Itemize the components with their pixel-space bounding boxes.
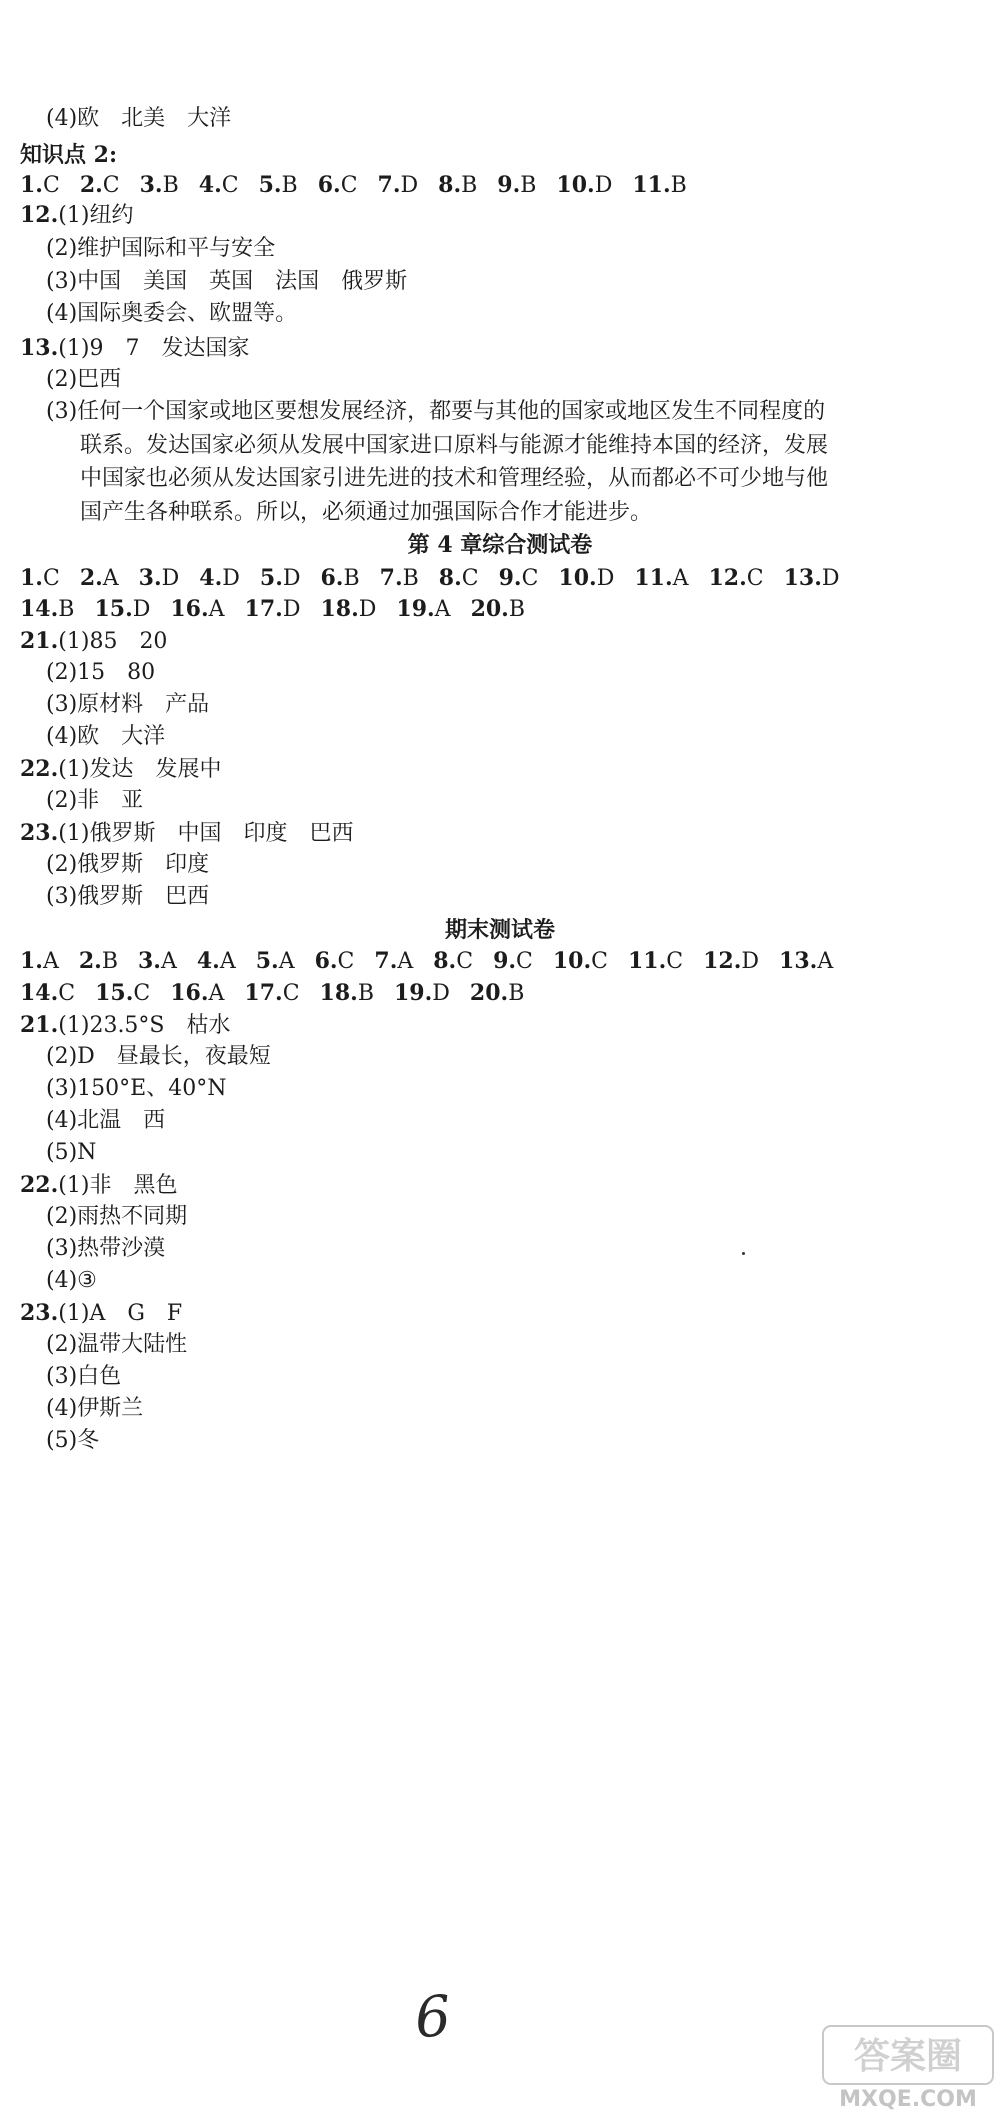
answer-part: (2)温带大陆性 xyxy=(46,1332,188,1357)
mc-letter: C xyxy=(58,981,76,1006)
mc-number: 8. xyxy=(438,565,462,591)
mc-number: 9. xyxy=(493,948,517,974)
mc-letter: B xyxy=(343,566,360,591)
answer-part: (2)维护国际和平与安全 xyxy=(46,236,276,261)
question-number: 21. xyxy=(20,1012,59,1038)
mc-number: 16. xyxy=(170,596,209,622)
mc-answer xyxy=(318,170,358,201)
mc-letter: D xyxy=(161,566,180,591)
mc-letter: D xyxy=(358,597,377,622)
mc-letter: C xyxy=(461,566,479,591)
mc-letter: A xyxy=(817,949,834,974)
mc-answer xyxy=(170,978,224,1009)
mc-number: 2. xyxy=(78,948,102,974)
mc-letter: C xyxy=(456,949,474,974)
mc-number: 12. xyxy=(708,565,747,591)
answer-part: (3)热带沙漠 xyxy=(46,1236,166,1261)
mc-letter: C xyxy=(337,949,355,974)
answer-part: (3)中国 美国 英国 法国 俄罗斯 xyxy=(46,269,408,294)
mc-letter: B xyxy=(670,173,687,198)
question-12 xyxy=(20,200,133,231)
mc-letter: B xyxy=(281,173,298,198)
mc-answer xyxy=(199,563,240,594)
mc-answers-row-1 xyxy=(20,170,707,201)
answer-part: (3)俄罗斯 巴西 xyxy=(46,884,210,909)
mc-letter: A xyxy=(672,566,689,591)
answer-part: (1)A G F xyxy=(58,1301,183,1326)
mc-number: 13. xyxy=(783,565,822,591)
mc-letter: A xyxy=(434,597,451,622)
mc-letter: A xyxy=(160,949,177,974)
mc-answer xyxy=(259,170,298,201)
mc-number: 19. xyxy=(394,980,433,1006)
mc-number: 8. xyxy=(438,172,462,198)
answer-part: (3)任何一个国家或地区要想发展经济，都要与其他的国家或地区发生不同程度的 xyxy=(46,399,826,424)
mc-letter: C xyxy=(666,949,684,974)
mc-letter: C xyxy=(340,173,358,198)
mc-number: 1. xyxy=(20,565,43,591)
answer-part: (2)雨热不同期 xyxy=(46,1204,188,1229)
mc-answer xyxy=(20,978,75,1009)
mc-letter: B xyxy=(58,597,75,622)
mc-number: 14. xyxy=(20,596,59,622)
mc-answer xyxy=(79,946,118,977)
mc-answer xyxy=(20,594,74,625)
mc-number: 10. xyxy=(552,948,592,974)
mc-answer xyxy=(396,594,450,625)
mc-letter: C xyxy=(42,173,60,198)
answer-part: (1)85 20 xyxy=(58,629,168,654)
mc-answers-row-2b xyxy=(20,594,545,625)
mc-letter: A xyxy=(397,949,414,974)
answer-part: (2)巴西 xyxy=(46,367,122,392)
mc-number: 20. xyxy=(469,980,509,1006)
mc-number: 17. xyxy=(244,596,283,622)
answer-part: (5)N xyxy=(46,1140,97,1165)
mc-answer xyxy=(170,594,224,625)
mc-letter: A xyxy=(208,981,225,1006)
question-number: 13. xyxy=(20,335,59,361)
question-number: 22. xyxy=(20,1172,59,1198)
mc-answer xyxy=(553,946,608,977)
mc-letter: D xyxy=(594,173,613,198)
mc-number: 5. xyxy=(255,948,279,974)
mc-number: 6. xyxy=(320,565,344,591)
mc-letter: C xyxy=(221,173,239,198)
question-number: 21. xyxy=(20,628,59,654)
mc-letter: C xyxy=(42,566,60,591)
answer-part: (4)伊斯兰 xyxy=(46,1396,144,1421)
question-number: 12. xyxy=(20,202,59,228)
answer-part: (3)150°E、40°N xyxy=(46,1076,227,1101)
mc-answers-row-3b xyxy=(20,978,544,1009)
mc-answers-row-2a xyxy=(20,563,860,594)
mc-number: 10. xyxy=(558,565,597,591)
mc-answer xyxy=(703,946,759,977)
mc-letter: B xyxy=(520,173,537,198)
mc-answer xyxy=(244,978,299,1009)
mc-letter: B xyxy=(357,981,374,1006)
watermark-logo xyxy=(815,2020,1000,2113)
answer-part: (2)D 昼最长，夜最短 xyxy=(46,1044,271,1069)
mc-letter: C xyxy=(282,981,300,1006)
mc-number: 16. xyxy=(170,980,209,1006)
mc-number: 14. xyxy=(20,980,59,1006)
mc-number: 6. xyxy=(317,172,341,198)
mc-letter: B xyxy=(101,949,118,974)
mc-answer xyxy=(140,170,179,201)
mc-answer xyxy=(438,170,477,201)
mc-answer xyxy=(321,563,360,594)
mc-answer xyxy=(470,978,524,1009)
mc-number: 12. xyxy=(703,948,742,974)
mc-number: 7. xyxy=(379,565,403,591)
handwritten-page-number: 6 xyxy=(412,1983,453,2052)
mc-number: 1. xyxy=(20,948,43,974)
mc-number: 13. xyxy=(779,948,818,974)
mc-number: 5. xyxy=(258,172,282,198)
mc-number: 8. xyxy=(433,948,457,974)
mc-letter: D xyxy=(132,597,151,622)
mc-letter: C xyxy=(591,949,608,974)
final-question-22 xyxy=(20,1170,177,1201)
question-22 xyxy=(20,754,221,785)
mc-answers-row-3a xyxy=(20,946,853,977)
mc-letter: B xyxy=(461,173,478,198)
mc-number: 11. xyxy=(634,565,673,591)
mc-number: 11. xyxy=(628,948,667,974)
mc-number: 18. xyxy=(320,596,359,622)
mc-number: 9. xyxy=(497,172,521,198)
mc-answer xyxy=(320,978,374,1009)
mc-answer xyxy=(632,170,686,201)
answer-part: (1)纽约 xyxy=(58,203,134,228)
mc-answer xyxy=(628,946,683,977)
mc-number: 9. xyxy=(498,565,522,591)
answer-part: 国产生各种联系。所以，必须通过加强国际合作才能进步。 xyxy=(80,500,653,525)
mc-number: 3. xyxy=(139,172,163,198)
mc-answer xyxy=(139,563,180,594)
mc-number: 7. xyxy=(377,172,401,198)
answer-part: (3)白色 xyxy=(46,1364,122,1389)
final-question-23 xyxy=(20,1298,182,1329)
mc-answer xyxy=(558,563,614,594)
answer-part: 中国家也必须从发达国家引进先进的技术和管理经验，从而都必不可少地与他 xyxy=(80,466,829,491)
mc-answer xyxy=(374,946,413,977)
mc-letter: C xyxy=(133,981,151,1006)
mc-answer xyxy=(471,594,525,625)
final-question-21 xyxy=(20,1010,231,1041)
answer-part: (1)23.5°S 枯水 xyxy=(58,1013,231,1038)
mc-answer xyxy=(95,978,150,1009)
mc-answer xyxy=(779,946,833,977)
mc-number: 4. xyxy=(196,948,220,974)
mc-number: 2. xyxy=(79,172,103,198)
mc-letter: A xyxy=(42,949,59,974)
final-exam-heading: 期末测试卷 xyxy=(444,917,555,943)
mc-answer xyxy=(380,563,419,594)
mc-number: 3. xyxy=(138,565,162,591)
answer-part: (4)国际奥委会、欧盟等。 xyxy=(46,301,298,326)
mc-answer xyxy=(497,170,536,201)
mc-number: 11. xyxy=(632,172,671,198)
mc-number: 6. xyxy=(314,948,338,974)
mc-number: 3. xyxy=(138,948,161,974)
mc-number: 18. xyxy=(319,980,358,1006)
mc-answer xyxy=(439,563,479,594)
mc-answer xyxy=(80,170,120,201)
mc-letter: A xyxy=(102,566,119,591)
stray-dot xyxy=(742,1252,745,1255)
mc-answer xyxy=(394,978,450,1009)
mc-letter: C xyxy=(746,566,764,591)
answer-part: (5)冬 xyxy=(46,1428,100,1453)
mc-letter: C xyxy=(516,949,533,974)
mc-answer xyxy=(256,946,295,977)
question-number: 23. xyxy=(20,820,59,846)
answer-part: (2)非 亚 xyxy=(46,788,144,813)
mc-number: 7. xyxy=(374,948,398,974)
answer-part: (4)欧 大洋 xyxy=(46,724,166,749)
mc-letter: D xyxy=(282,566,301,591)
answer-part: (2)15 80 xyxy=(46,660,156,685)
mc-letter: D xyxy=(432,981,450,1006)
mc-answer xyxy=(320,594,376,625)
answer-part: (4)北温 西 xyxy=(46,1108,166,1133)
question-number: 23. xyxy=(20,1300,59,1326)
mc-letter: A xyxy=(219,949,236,974)
mc-answer xyxy=(499,563,539,594)
question-21 xyxy=(20,626,167,657)
mc-number: 20. xyxy=(470,596,509,622)
watermark-site: MXQE.COM xyxy=(839,2087,977,2112)
mc-number: 2. xyxy=(79,565,103,591)
mc-letter: C xyxy=(521,566,539,591)
mc-letter: B xyxy=(508,597,526,622)
question-13 xyxy=(20,333,249,364)
mc-answer xyxy=(260,563,301,594)
mc-answer xyxy=(197,946,236,977)
answer-part: (1)发达 发展中 xyxy=(58,757,222,782)
mc-answer xyxy=(199,170,239,201)
answer-part: (1)俄罗斯 中国 印度 巴西 xyxy=(58,821,354,846)
mc-number: 4. xyxy=(199,565,223,591)
chapter-4-test-heading: 第 4 章综合测试卷 xyxy=(407,532,593,558)
mc-answer xyxy=(433,946,473,977)
mc-answer xyxy=(94,594,150,625)
mc-number: 19. xyxy=(396,596,435,622)
mc-number: 10. xyxy=(556,172,595,198)
mc-answer xyxy=(556,170,612,201)
answer-part: (1)非 黑色 xyxy=(58,1173,178,1198)
mc-letter: B xyxy=(402,566,419,591)
mc-number: 1. xyxy=(20,172,43,198)
mc-answer xyxy=(80,563,119,594)
answer-part: (2)俄罗斯 印度 xyxy=(46,852,210,877)
mc-answer xyxy=(634,563,688,594)
mc-letter: D xyxy=(400,173,419,198)
mc-letter: A xyxy=(208,597,225,622)
answer-part: 联系。发达国家必须从发展中国家进口原料与能源才能维持本国的经济，发展 xyxy=(80,433,829,458)
mc-letter: C xyxy=(102,173,120,198)
mc-answer xyxy=(493,946,533,977)
mc-letter: D xyxy=(222,566,240,591)
section-heading: 知识点 2: xyxy=(20,142,118,168)
mc-letter: A xyxy=(278,949,295,974)
question-23 xyxy=(20,818,353,849)
mc-letter: D xyxy=(596,566,615,591)
mc-answer xyxy=(20,946,59,977)
mc-letter: B xyxy=(508,981,525,1006)
answer-line: (4)欧 北美 大洋 xyxy=(46,106,232,131)
mc-answer xyxy=(20,170,60,201)
mc-letter: D xyxy=(741,949,760,974)
mc-number: 4. xyxy=(198,172,222,198)
mc-answer xyxy=(20,563,60,594)
mc-number: 15. xyxy=(95,980,134,1006)
mc-answer xyxy=(378,170,419,201)
mc-letter: D xyxy=(821,566,840,591)
mc-number: 15. xyxy=(94,596,133,622)
watermark-cn: 答案圈 xyxy=(853,2036,963,2077)
answer-part: (3)原材料 产品 xyxy=(46,692,210,717)
mc-answer xyxy=(784,563,840,594)
mc-answer xyxy=(245,594,301,625)
answer-part: (1)9 7 发达国家 xyxy=(58,336,250,361)
mc-answer xyxy=(138,946,177,977)
mc-letter: B xyxy=(162,173,179,198)
mc-answer xyxy=(315,946,355,977)
mc-number: 17. xyxy=(244,980,283,1006)
question-number: 22. xyxy=(20,756,59,782)
mc-answer xyxy=(709,563,764,594)
mc-number: 5. xyxy=(259,565,283,591)
answer-part: (4)③ xyxy=(46,1268,97,1293)
mc-letter: D xyxy=(282,597,301,622)
